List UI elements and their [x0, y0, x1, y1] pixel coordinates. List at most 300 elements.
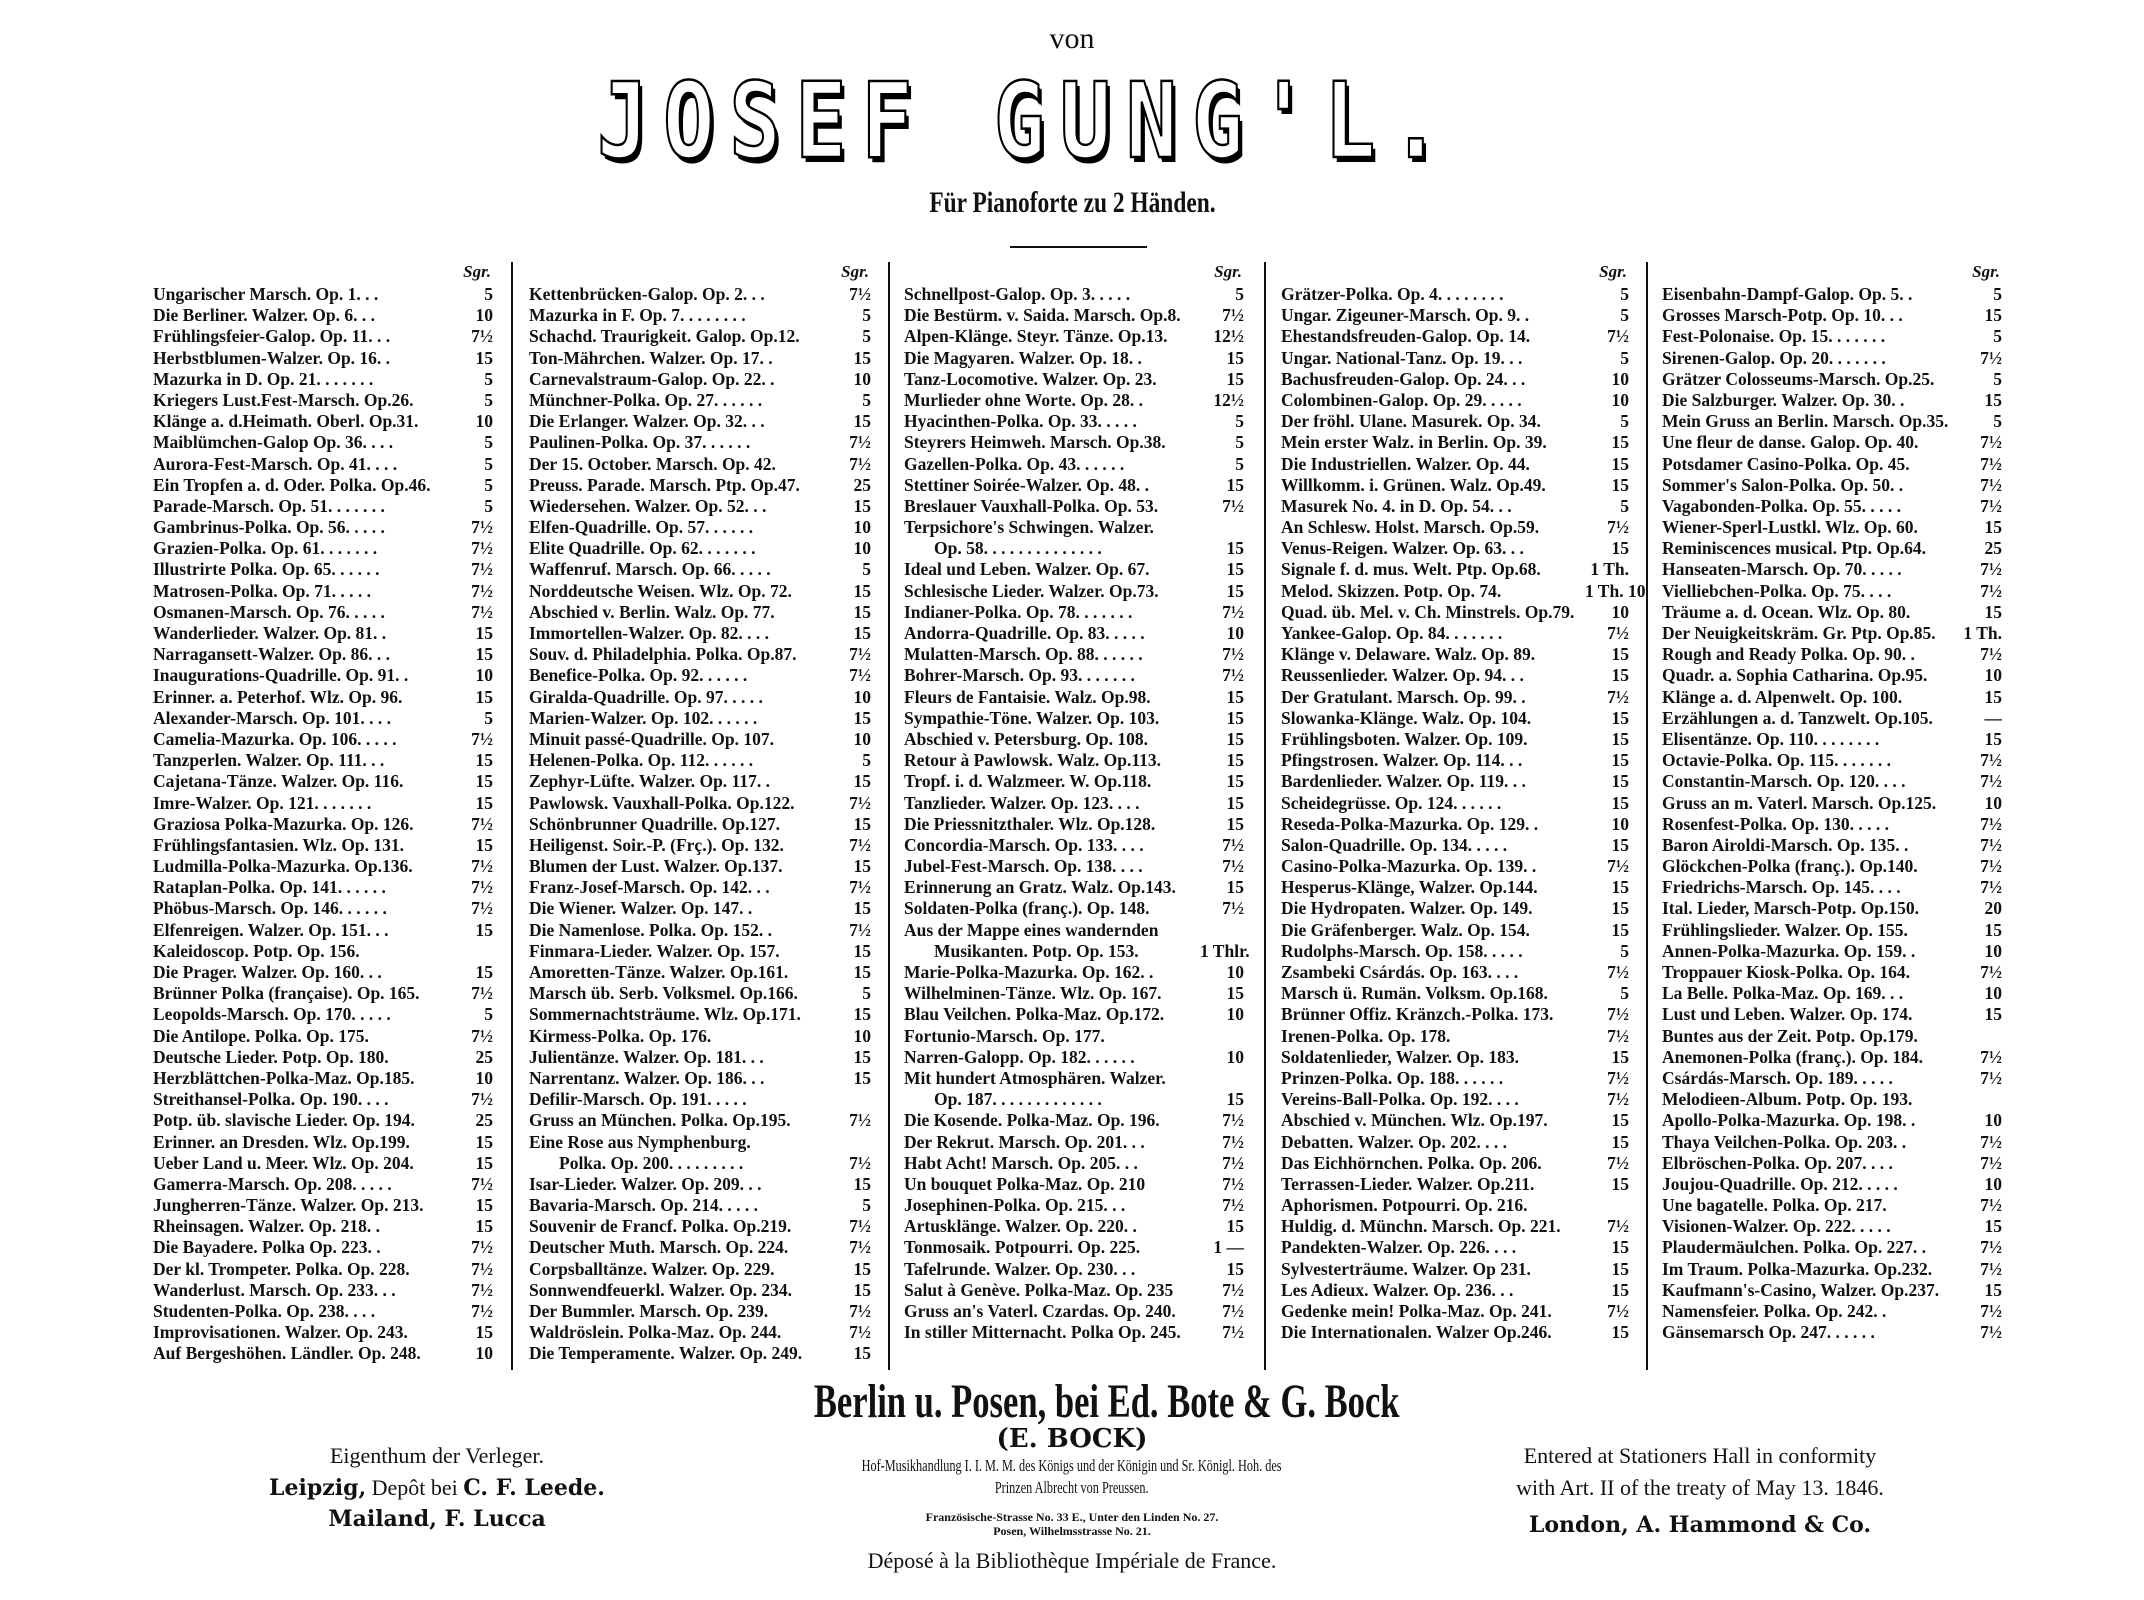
work-price: 7½ — [1980, 347, 2002, 368]
work-title: Die Gräfenberger. Walz. Op. 154. — [1281, 919, 1530, 940]
work-title: Die Industriellen. Walzer. Op. 44. — [1281, 453, 1530, 474]
work-title: Die Bestürm. v. Saida. Marsch. Op.8. — [904, 305, 1181, 326]
catalogue-entry — [1281, 1047, 1629, 1068]
work-price: 7½ — [1607, 517, 1629, 538]
catalogue-entry — [153, 1322, 493, 1343]
work-title: Cajetana-Tänze. Walzer. Op. 116. — [153, 771, 404, 792]
catalogue-entry — [1281, 1068, 1629, 1089]
catalogue-entry — [904, 687, 1244, 708]
catalogue-entry — [529, 1322, 871, 1343]
work-price: 7½ — [849, 792, 871, 813]
work-price: 7½ — [471, 1279, 493, 1300]
catalogue-entry — [904, 644, 1244, 665]
work-price: 1 Thlr. — [1200, 940, 1250, 961]
work-title: Thaya Veilchen-Polka. Op. 203. . — [1662, 1131, 1907, 1152]
work-price: 10 — [1226, 962, 1244, 982]
catalogue-entry — [904, 1237, 1244, 1258]
work-title: Schnellpost-Galop. Op. 3. . . . . — [904, 284, 1131, 304]
catalogue-entry — [1281, 1153, 1629, 1174]
work-price: 15 — [853, 580, 871, 601]
catalogue-entry — [1662, 644, 2002, 665]
eigenthum-line: Eigenthum der Verleger. — [329, 1443, 545, 1468]
catalogue-entry — [904, 284, 1244, 305]
work-price: 15 — [853, 623, 871, 643]
work-price: 10 — [1984, 1110, 2002, 1131]
work-title: Soldatenlieder, Walzer. Op. 183. — [1281, 1046, 1520, 1067]
catalogue-entry — [1662, 835, 2002, 856]
work-title: Vereins-Ball-Polka. Op. 192. . . . — [1281, 1089, 1519, 1110]
catalogue-entry — [1281, 390, 1629, 411]
work-price: 7½ — [1222, 834, 1244, 855]
work-title: Die Erlanger. Walzer. Op. 32. . . — [529, 411, 765, 432]
work-title: Indianer-Polka. Op. 78. . . . . . . — [904, 601, 1133, 622]
work-title: Willkomm. i. Grünen. Walz. Op.49. — [1281, 474, 1546, 495]
work-title: Finmara-Lieder. Walzer. Op. 157. — [529, 940, 780, 961]
catalogue-entry — [153, 750, 493, 771]
work-price: 10 — [853, 728, 871, 749]
work-price: 15 — [1611, 1322, 1629, 1343]
work-title: Helenen-Polka. Op. 112. . . . . . — [529, 750, 754, 771]
work-title: Herzblättchen-Polka-Maz. Op.185. — [153, 1067, 415, 1088]
work-price: 12½ — [1213, 389, 1244, 410]
work-price: 5 — [1235, 284, 1244, 304]
work-price: 7½ — [471, 1089, 493, 1110]
work-title: Julientänze. Walzer. Op. 181. . . — [529, 1046, 764, 1067]
work-title: Waffenruf. Marsch. Op. 66. . . . . — [529, 559, 771, 580]
work-title: Marien-Walzer. Op. 102. . . . . . — [529, 707, 758, 728]
catalogue-entry — [529, 305, 871, 326]
catalogue-entry — [1662, 1195, 2002, 1216]
work-title: Eisenbahn-Dampf-Galop. Op. 5. . — [1662, 284, 1913, 304]
catalogue-entry — [153, 920, 493, 941]
work-price: 7½ — [1607, 623, 1629, 643]
catalogue-entry — [1662, 1259, 2002, 1280]
work-title: Mein Gruss an Berlin. Marsch. Op.35. — [1662, 411, 1949, 432]
work-title: Schönbrunner Quadrille. Op.127. — [529, 813, 781, 834]
work-title: Elfen-Quadrille. Op. 57. . . . . . — [529, 517, 754, 538]
column-divider — [1264, 262, 1266, 1370]
work-title: Inaugurations-Quadrille. Op. 91. . — [153, 665, 409, 686]
catalogue-entry — [904, 411, 1244, 432]
catalogue-entry — [904, 814, 1244, 835]
catalogue-entry — [153, 623, 493, 644]
work-title: Ungar. National-Tanz. Op. 19. . . — [1281, 347, 1523, 368]
work-price: 7½ — [1980, 962, 2002, 982]
catalogue-entry — [1281, 1237, 1629, 1258]
work-price: 10 — [1226, 623, 1244, 643]
entered-line-2: with Art. II of the treaty of May 13. 1846. — [1516, 1475, 1884, 1500]
work-title: Im Traum. Polka-Mazurka. Op.232. — [1662, 1258, 1933, 1279]
catalogue-entry — [1281, 432, 1629, 453]
work-title: Bardenlieder. Walzer. Op. 119. . . — [1281, 771, 1526, 792]
catalogue-entry — [529, 1004, 871, 1025]
work-title: Wanderlieder. Walzer. Op. 81. . — [153, 623, 387, 643]
work-title: Imre-Walzer. Op. 121. . . . . . . — [153, 792, 372, 813]
work-title: Pandekten-Walzer. Op. 226. . . . — [1281, 1237, 1517, 1258]
catalogue-entry — [1281, 517, 1629, 538]
work-price: 1 Th. 10 — [1585, 580, 1646, 601]
work-title: Tonmosaik. Potpourri. Op. 225. — [904, 1237, 1141, 1258]
work-price: 7½ — [1980, 1258, 2002, 1279]
work-price: 7½ — [1222, 305, 1244, 326]
work-price: 15 — [853, 813, 871, 834]
work-title: Stettiner Soirée-Walzer. Op. 48. . — [904, 474, 1149, 495]
catalogue-entry — [153, 305, 493, 326]
catalogue-entry — [153, 877, 493, 898]
work-price: 10 — [1984, 665, 2002, 686]
work-price: 15 — [1984, 1216, 2002, 1237]
catalogue-entry — [1662, 1322, 2002, 1343]
work-price: 7½ — [471, 728, 493, 749]
work-price: 15 — [1226, 1216, 1244, 1237]
leipzig-line — [237, 1475, 637, 1501]
catalogue-entry — [1662, 962, 2002, 983]
work-title: Auf Bergeshöhen. Ländler. Op. 248. — [153, 1343, 421, 1364]
work-price: 5 — [1620, 347, 1629, 368]
work-title: Yankee-Galop. Op. 84. . . . . . . — [1281, 623, 1503, 643]
work-title: Die Antilope. Polka. Op. 175. — [153, 1025, 369, 1046]
work-price: 7½ — [1222, 495, 1244, 516]
catalogue-entry — [153, 1089, 493, 1110]
work-title: Apollo-Polka-Mazurka. Op. 198. . — [1662, 1110, 1916, 1131]
work-title: Casino-Polka-Mazurka. Op. 139. . — [1281, 856, 1537, 877]
catalogue-entry — [153, 1301, 493, 1322]
work-price: 10 — [475, 305, 493, 326]
catalogue-entry — [529, 369, 871, 390]
work-price: 15 — [1611, 644, 1629, 665]
catalogue-entry — [1662, 793, 2002, 814]
work-title: Amoretten-Tänze. Walzer. Op.161. — [529, 962, 789, 982]
catalogue-entry — [904, 1259, 1244, 1280]
catalogue-entry — [1662, 983, 2002, 1004]
catalogue-entry — [1281, 687, 1629, 708]
work-price: 7½ — [1980, 750, 2002, 771]
work-title: Breslauer Vauxhall-Polka. Op. 53. — [904, 495, 1159, 516]
catalogue-entry — [153, 1280, 493, 1301]
work-price: 25 — [475, 1046, 493, 1067]
work-price: 5 — [1620, 940, 1629, 961]
catalogue-entry — [1662, 1301, 2002, 1322]
catalogue-entry — [904, 1110, 1244, 1131]
catalogue-entry — [153, 1343, 493, 1364]
catalogue-entry — [904, 1322, 1244, 1343]
catalogue-entry — [1662, 920, 2002, 941]
work-price: 7½ — [1980, 474, 2002, 495]
catalogue-entry — [153, 348, 493, 369]
depose-line: Déposé à la Bibliothèque Impériale de France. — [867, 1548, 1277, 1573]
work-title: Abschied v. Petersburg. Op. 108. — [904, 728, 1149, 749]
catalogue-entry — [153, 581, 493, 602]
work-title: Elite Quadrille. Op. 62. . . . . . . — [529, 538, 756, 559]
catalogue-entry — [1281, 475, 1629, 496]
catalogue-entry — [1281, 1280, 1629, 1301]
work-title: Gedenke mein! Polka-Maz. Op. 241. — [1281, 1301, 1552, 1321]
work-title: Salon-Quadrille. Op. 134. . . . . — [1281, 834, 1508, 855]
work-price: 5 — [862, 389, 871, 410]
subtitle-text: Für Pianoforte zu 2 Händen. — [928, 186, 1216, 219]
work-title: Phöbus-Marsch. Op. 146. . . . . . — [153, 898, 387, 919]
catalogue-entry — [153, 1237, 493, 1258]
work-title: Wiener-Sperl-Lustkl. Wlz. Op. 60. — [1662, 517, 1918, 538]
work-price: 5 — [1993, 326, 2002, 347]
work-price: 5 — [484, 453, 493, 474]
work-title: Die Magyaren. Walzer. Op. 18. . — [904, 347, 1142, 368]
work-price: 15 — [1611, 792, 1629, 813]
catalogue-entry — [1662, 877, 2002, 898]
catalogue-entry — [1281, 1216, 1629, 1237]
catalogue-entry — [153, 475, 493, 496]
catalogue-entry — [904, 1280, 1244, 1301]
catalogue-entry — [153, 1068, 493, 1089]
work-price: 7½ — [849, 919, 871, 940]
catalogue-entry — [529, 1237, 871, 1258]
work-price: 5 — [1620, 495, 1629, 516]
catalogue-entry — [904, 793, 1244, 814]
work-price — [1585, 1195, 1629, 1216]
work-price: 15 — [853, 411, 871, 432]
work-title: Improvisationen. Walzer. Op. 243. — [153, 1322, 408, 1343]
catalogue-entry — [529, 411, 871, 432]
catalogue-entry — [153, 1174, 493, 1195]
catalogue-entry — [904, 602, 1244, 623]
catalogue-entry — [1281, 898, 1629, 919]
catalogue-entry — [1281, 348, 1629, 369]
catalogue-entry — [529, 1153, 871, 1174]
work-title: Heiligenst. Soir.-P. (Frç.). Op. 132. — [529, 834, 784, 855]
catalogue-entry — [529, 517, 871, 538]
work-price: 7½ — [1607, 1004, 1629, 1025]
work-title: Op. 187. . . . . . . . . . . . . — [934, 1089, 1102, 1110]
work-title: Glöckchen-Polka (franç.). Op.140. — [1662, 856, 1918, 877]
work-price: 15 — [853, 1004, 871, 1025]
work-price: 5 — [862, 1195, 871, 1216]
work-price: 15 — [1226, 728, 1244, 749]
work-price: 7½ — [1980, 771, 2002, 792]
catalogue-entry — [153, 835, 493, 856]
work-title: Frühlingsfantasien. Wlz. Op. 131. — [153, 834, 405, 855]
work-title: Mein erster Walz. in Berlin. Op. 39. — [1281, 432, 1547, 453]
work-title: Artusklänge. Walzer. Op. 220. . — [904, 1216, 1137, 1237]
catalogue-entry — [1662, 369, 2002, 390]
work-title: Mulatten-Marsch. Op. 88. . . . . . — [904, 644, 1143, 665]
catalogue-entry — [1662, 475, 2002, 496]
catalogue-entry — [1281, 411, 1629, 432]
work-price: 1 Th. — [1963, 623, 2002, 643]
work-title: Träume a. d. Ocean. Wlz. Op. 80. — [1662, 601, 1911, 622]
work-price: 15 — [1611, 1046, 1629, 1067]
work-title: Wanderlust. Marsch. Op. 233. . . — [153, 1279, 396, 1300]
work-price: 7½ — [471, 538, 493, 559]
catalogue-entry — [529, 1259, 871, 1280]
work-title: Tanzperlen. Walzer. Op. 111. . . — [153, 750, 385, 771]
work-title: Melod. Skizzen. Potp. Op. 74. — [1281, 580, 1502, 601]
work-title: Gazellen-Polka. Op. 43. . . . . . — [904, 453, 1125, 474]
work-price: 7½ — [1980, 1322, 2002, 1343]
catalogue-entry — [904, 983, 1244, 1004]
work-price: 7½ — [471, 601, 493, 622]
catalogue-entry — [153, 411, 493, 432]
work-title: Pfingstrosen. Walzer. Op. 114. . . — [1281, 750, 1523, 771]
work-price: 7½ — [849, 453, 871, 474]
composer-title: JOSEF GUNG'L. — [597, 60, 1457, 182]
catalogue-entry — [153, 538, 493, 559]
work-price: 7½ — [1980, 495, 2002, 516]
catalogue-entry — [1662, 1047, 2002, 1068]
work-title: Sommernachtsträume. Wlz. Op.171. — [529, 1004, 801, 1025]
work-title: Huldig. d. Münchn. Marsch. Op. 221. — [1281, 1216, 1561, 1237]
catalogue-entry — [1281, 1026, 1629, 1047]
catalogue-entry — [153, 1216, 493, 1237]
work-title: Erinner. a. Peterhof. Wlz. Op. 96. — [153, 686, 403, 707]
work-price: 15 — [1611, 834, 1629, 855]
hof-line-2 — [622, 1478, 1522, 1498]
work-price: 10 — [1611, 368, 1629, 389]
work-title: Melodieen-Album. Potp. Op. 193. — [1662, 1089, 1913, 1110]
catalogue-entry — [153, 1153, 493, 1174]
price-header: Sgr. — [1599, 262, 1627, 281]
catalogue-entry — [153, 369, 493, 390]
work-title: Der Rekrut. Marsch. Op. 201. . . — [904, 1131, 1145, 1152]
work-price: 7½ — [471, 1025, 493, 1046]
work-title: Josephinen-Polka. Op. 215. . . — [904, 1195, 1126, 1216]
catalogue-entry — [153, 1026, 493, 1047]
work-price: 7½ — [1607, 1025, 1629, 1046]
work-price: 15 — [1611, 750, 1629, 771]
work-price: 7½ — [1980, 877, 2002, 898]
work-title: Pawlowsk. Vauxhall-Polka. Op.122. — [529, 792, 795, 813]
catalogue-entry — [904, 708, 1244, 729]
work-title: Buntes aus der Zeit. Potp. Op.179. — [1662, 1025, 1918, 1046]
work-price: 5 — [1993, 411, 2002, 432]
work-price: 15 — [1611, 1173, 1629, 1194]
work-price: 15 — [1611, 538, 1629, 559]
work-price: 15 — [1611, 453, 1629, 474]
catalogue-entry — [1281, 708, 1629, 729]
work-title: Das Eichhörnchen. Polka. Op. 206. — [1281, 1152, 1542, 1173]
catalogue-entry — [529, 665, 871, 686]
work-title: Wilhelminen-Tänze. Wlz. Op. 167. — [904, 983, 1162, 1004]
work-price: 7½ — [1607, 962, 1629, 982]
work-title: Salut à Genève. Polka-Maz. Op. 235 — [904, 1279, 1174, 1300]
work-title: Une bagatelle. Polka. Op. 217. — [1662, 1195, 1887, 1216]
work-title: Herbstblumen-Walzer. Op. 16. . — [153, 347, 391, 368]
catalogue-entry — [529, 1216, 871, 1237]
catalogue-entry — [1281, 750, 1629, 771]
work-title: Concordia-Marsch. Op. 133. . . . — [904, 834, 1144, 855]
catalogue-entry — [904, 940, 1250, 962]
work-title: Soldaten-Polka (franç.). Op. 148. — [904, 898, 1150, 919]
catalogue-entry — [1281, 1110, 1629, 1131]
catalogue-entry — [1281, 1089, 1629, 1110]
work-price: 7½ — [849, 1322, 871, 1343]
work-price: 7½ — [1607, 1216, 1629, 1237]
work-title: Rough and Ready Polka. Op. 90. . — [1662, 644, 1915, 665]
catalogue-entry — [1662, 771, 2002, 792]
work-price: 15 — [853, 771, 871, 792]
work-title: Waldröslein. Polka-Maz. Op. 244. — [529, 1322, 782, 1343]
work-price: 15 — [1984, 686, 2002, 707]
work-title: Mazurka in D. Op. 21. . . . . . . — [153, 368, 374, 389]
subtitle — [0, 186, 2144, 220]
work-title: Fest-Polonaise. Op. 15. . . . . . . — [1662, 326, 1886, 347]
column-divider — [1646, 262, 1648, 1370]
work-price — [1200, 517, 1244, 538]
work-price: 25 — [1984, 538, 2002, 559]
work-title: Frühlingslieder. Walzer. Op. 155. — [1662, 919, 1908, 940]
work-title: Eine Rose aus Nymphenburg. — [529, 1131, 751, 1152]
work-title: Rheinsagen. Walzer. Op. 218. . — [153, 1216, 381, 1237]
work-price: 15 — [475, 834, 493, 855]
catalogue-entry — [529, 602, 871, 623]
work-price: 10 — [1984, 940, 2002, 961]
work-price: 7½ — [1980, 453, 2002, 474]
catalogue-entry — [1662, 1026, 2002, 1047]
catalogue-entry — [1662, 729, 2002, 750]
work-price: 7½ — [1980, 1131, 2002, 1152]
catalogue-entry — [529, 962, 871, 983]
work-price: 15 — [1226, 707, 1244, 728]
work-price: 7½ — [1980, 432, 2002, 453]
work-price: 7½ — [1980, 834, 2002, 855]
work-price: 7½ — [849, 1152, 871, 1173]
catalogue-entry — [1662, 390, 2002, 411]
work-price: 15 — [853, 495, 871, 516]
catalogue-entry — [529, 920, 871, 941]
work-price: 15 — [475, 347, 493, 368]
catalogue-entry — [1281, 580, 1646, 602]
work-price: 15 — [1984, 601, 2002, 622]
work-title: Defilir-Marsch. Op. 191. . . . . — [529, 1089, 747, 1110]
work-title: Irenen-Polka. Op. 178. — [1281, 1025, 1451, 1046]
work-price: 15 — [1611, 665, 1629, 686]
work-price: 5 — [862, 559, 871, 580]
catalogue-entry — [529, 793, 871, 814]
catalogue-entry — [904, 1174, 1244, 1195]
work-price: 15 — [853, 601, 871, 622]
catalogue-entry — [529, 1089, 871, 1110]
work-price: 7½ — [1222, 1322, 1244, 1343]
catalogue-entry — [1281, 877, 1629, 898]
work-title: Habt Acht! Marsch. Op. 205. . . — [904, 1152, 1138, 1173]
work-title: Ehestandsfreuden-Galop. Op. 14. — [1281, 326, 1531, 347]
work-price: 7½ — [1222, 1110, 1244, 1131]
work-title: Alexander-Marsch. Op. 101. . . . — [153, 707, 392, 728]
work-price — [1200, 1026, 1244, 1047]
catalogue-entry — [1281, 644, 1629, 665]
work-title: Der Bummler. Marsch. Op. 239. — [529, 1301, 769, 1321]
catalogue-entry — [1281, 1132, 1629, 1153]
work-title: Die Wiener. Walzer. Op. 147. . — [529, 898, 753, 919]
catalogue-entry — [904, 877, 1244, 898]
work-price: 15 — [475, 771, 493, 792]
catalogue-entry — [1281, 771, 1629, 792]
work-price: 7½ — [1607, 326, 1629, 347]
address-line-2: Posen, Wilhelmsstrasse No. 21. — [993, 1524, 1151, 1538]
work-price: 15 — [1611, 1131, 1629, 1152]
work-price — [827, 1132, 871, 1153]
work-price: 15 — [475, 686, 493, 707]
catalogue-entry — [1662, 305, 2002, 326]
catalogue-entry — [153, 983, 493, 1004]
work-title: Fortunio-Marsch. Op. 177. — [904, 1025, 1105, 1046]
work-price: 7½ — [471, 1301, 493, 1321]
work-title: Alpen-Klänge. Steyr. Tänze. Op.13. — [904, 326, 1168, 347]
catalogue-entry — [904, 1047, 1244, 1068]
work-title: Die Namenlose. Polka. Op. 152. . — [529, 919, 773, 940]
work-price: 15 — [1611, 432, 1629, 453]
catalogue-entry — [153, 1110, 493, 1131]
catalogue-entry — [153, 665, 493, 686]
